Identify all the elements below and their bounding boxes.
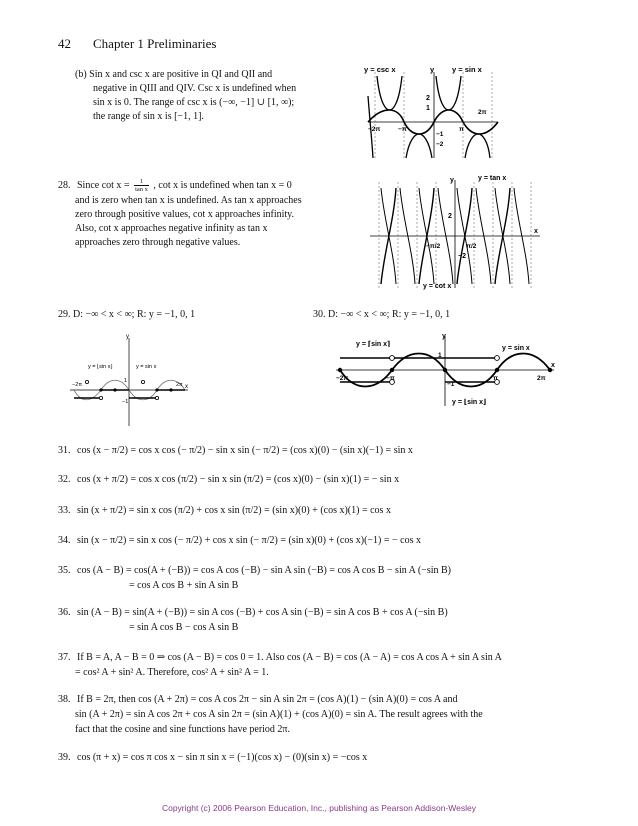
- fraction-denominator: tan x: [135, 186, 148, 193]
- fraction-numerator: 1: [134, 178, 149, 186]
- figure-floor-sin: [64, 330, 192, 428]
- problem-28-line-2: and is zero when tan x is undefined. As tan x approaches: [75, 195, 302, 206]
- problem-28-line-4: Also, cot x approaches negative infinity as tan x: [75, 223, 268, 234]
- tick-label: π: [493, 375, 498, 382]
- tick-right: 2π: [176, 382, 183, 388]
- tick-label: −1: [447, 381, 455, 388]
- problem-number: 36.: [58, 607, 71, 618]
- legend-sin: y = sin x: [502, 345, 530, 352]
- tick-label: π/2: [466, 243, 477, 250]
- page-number: 42: [58, 36, 71, 51]
- copyright-footer: Copyright (c) 2006 Pearson Education, Inc., publishing as Pearson Addison-Wesley: [161, 803, 477, 813]
- tick-label: 2π: [478, 109, 487, 116]
- tick-label: 1: [438, 352, 442, 359]
- equation-text: cos (A − B) = cos(A + (−B)) = cos A cos (−B) − sin A sin (−B) = cos A cos B − sin A (−sin B): [77, 565, 451, 576]
- problem-27b-line-4: the range of sin x is [−1, 1].: [93, 111, 204, 122]
- equation-32: [58, 474, 399, 485]
- problem-37-line-1: [58, 652, 502, 663]
- axis-x-label: x: [551, 362, 555, 369]
- problem-number: 37.: [58, 652, 71, 663]
- legend-y: y: [430, 65, 435, 74]
- equation-text: cos (x − π/2) = cos x cos (− π/2) − sin x sin (− π/2) = (cos x)(0) − (sin x)(−1) = sin x: [77, 445, 413, 456]
- problem-27b-line-2: negative in QIII and QIV. Csc x is undefined when: [93, 83, 297, 94]
- chapter-title: Chapter 1 Preliminaries: [93, 36, 217, 51]
- legend-tan: y = tan x: [478, 175, 507, 182]
- problem-35-line-2: = cos A cos B + sin A sin B: [129, 580, 239, 591]
- problem-28-line-1: [58, 178, 292, 193]
- equation-text: If B = 2π, then cos (A + 2π) = cos A cos 2π − sin A sin 2π = (cos A)(1) − (sin A)(0) = cos A and: [77, 694, 458, 705]
- tick-label: −π: [398, 126, 407, 133]
- tick-left: −2π: [72, 382, 83, 388]
- problem-38-line-3: fact that the cosine and sine functions have period 2π.: [75, 724, 290, 735]
- problem-28-post: , cot x is undefined when tan x = 0: [153, 179, 292, 191]
- axis-x-label: x: [185, 384, 188, 390]
- tick-one: 1: [124, 378, 128, 384]
- equation-text: sin (x − π/2) = sin x cos (− π/2) + cos x sin (− π/2) = (sin x)(0) + (cos x)(−1) = − cos x: [77, 535, 421, 546]
- tick-label: −π: [386, 375, 395, 382]
- equation-text: If B = A, A − B = 0 ⇒ cos (A − B) = cos 0 = 1. Also cos (A − B) = cos (A − A) = cos A cos A + sin A sin A: [77, 652, 502, 663]
- problem-number: 39.: [58, 752, 71, 763]
- problem-28-pre: Since cot x =: [77, 179, 130, 191]
- problem-35-line-1: [58, 565, 451, 576]
- problem-37-line-2: = cos² A + sin² A. Therefore, cos² A + sin² A = 1.: [75, 667, 269, 678]
- equation-text: sin (A − B) = sin(A + (−B)) = sin A cos (−B) + cos A sin (−B) = sin A cos B + cos A (−sin B): [77, 607, 448, 618]
- equation-text: cos (x + π/2) = cos x cos (π/2) − sin x sin (π/2) = (cos x)(0) − (sin x)(1) = − sin x: [77, 474, 400, 485]
- tick-neg-one: −1: [122, 399, 129, 405]
- legend-sin: y = sin x: [452, 65, 482, 74]
- legend-sin: y = sin x: [136, 364, 157, 370]
- problem-28-line-3: zero through positive values, cot x approaches infinity.: [75, 209, 295, 220]
- problem-29-text: 29. D: −∞ < x < ∞; R: y = −1, 0, 1: [58, 309, 196, 320]
- problem-number: 32.: [58, 474, 71, 485]
- problem-27b-line-3: sin x is 0. The range of csc x is (−∞, −1] ∪ [1, ∞);: [93, 97, 295, 108]
- tick-label: 2: [448, 213, 452, 220]
- tick-label: −2π: [368, 126, 381, 133]
- axis-y-label: y: [442, 333, 446, 340]
- equation-31: [58, 445, 413, 456]
- figure-csc-sin: [362, 62, 502, 160]
- problem-38-line-1: [58, 694, 457, 705]
- tick-label: 2: [426, 95, 430, 102]
- equation-34: [58, 535, 421, 546]
- legend-floor: y = ⌊sin x⌋: [452, 399, 487, 406]
- tick-label: −2: [436, 141, 444, 148]
- tick-label: −π/2: [426, 243, 441, 250]
- fraction: [134, 178, 149, 193]
- problem-number: 33.: [58, 505, 71, 516]
- legend-csc: y = csc x: [364, 65, 396, 74]
- tick-label: 2π: [537, 375, 546, 382]
- tick-label: 1: [426, 105, 430, 112]
- problem-36-line-2: = sin A cos B − cos A sin B: [129, 622, 239, 633]
- problem-27b-line-1: (b) Sin x and csc x are positive in QI and QII and: [75, 69, 273, 80]
- problem-number: 31.: [58, 445, 71, 456]
- problem-39: [58, 752, 367, 763]
- problem-38-line-2: sin (A + 2π) = sin A cos 2π + cos A sin 2π = (sin A)(1) + (cos A)(0) = sin A. The result agrees with the: [75, 709, 483, 720]
- tick-label: −1: [436, 131, 444, 138]
- equation-text: sin (x + π/2) = sin x cos (π/2) + cos x sin (π/2) = (sin x)(0) + (cos x)(1) = cos x: [77, 505, 391, 516]
- problem-30-text: 30. D: −∞ < x < ∞; R: y = −1, 0, 1: [313, 309, 451, 320]
- figure-ceil-floor-sin: [332, 330, 558, 408]
- tick-label: −2π: [336, 375, 349, 382]
- tick-label: −2: [458, 253, 466, 260]
- problem-number: 34.: [58, 535, 71, 546]
- legend-floor: y = ⌊sin x⌋: [88, 364, 113, 370]
- axis-x-label: x: [534, 228, 538, 235]
- problem-36-line-1: [58, 607, 448, 618]
- equation-text: cos (π + x) = cos π cos x − sin π sin x = (−1)(cos x) − (0)(sin x) = −cos x: [77, 752, 368, 763]
- legend-ceil: y = ⌈sin x⌉: [356, 341, 391, 348]
- problem-28-line-5: approaches zero through negative values.: [75, 237, 241, 248]
- figure-tan-cot: [368, 172, 542, 290]
- axis-y-label: y: [126, 334, 129, 340]
- equation-33: [58, 505, 391, 516]
- problem-number: 35.: [58, 565, 71, 576]
- problem-number: 38.: [58, 694, 71, 705]
- tick-label: π: [459, 126, 464, 133]
- axis-y-label: y: [450, 177, 454, 184]
- legend-cot: y = cot x: [423, 283, 452, 290]
- problem-number: 28.: [58, 179, 71, 191]
